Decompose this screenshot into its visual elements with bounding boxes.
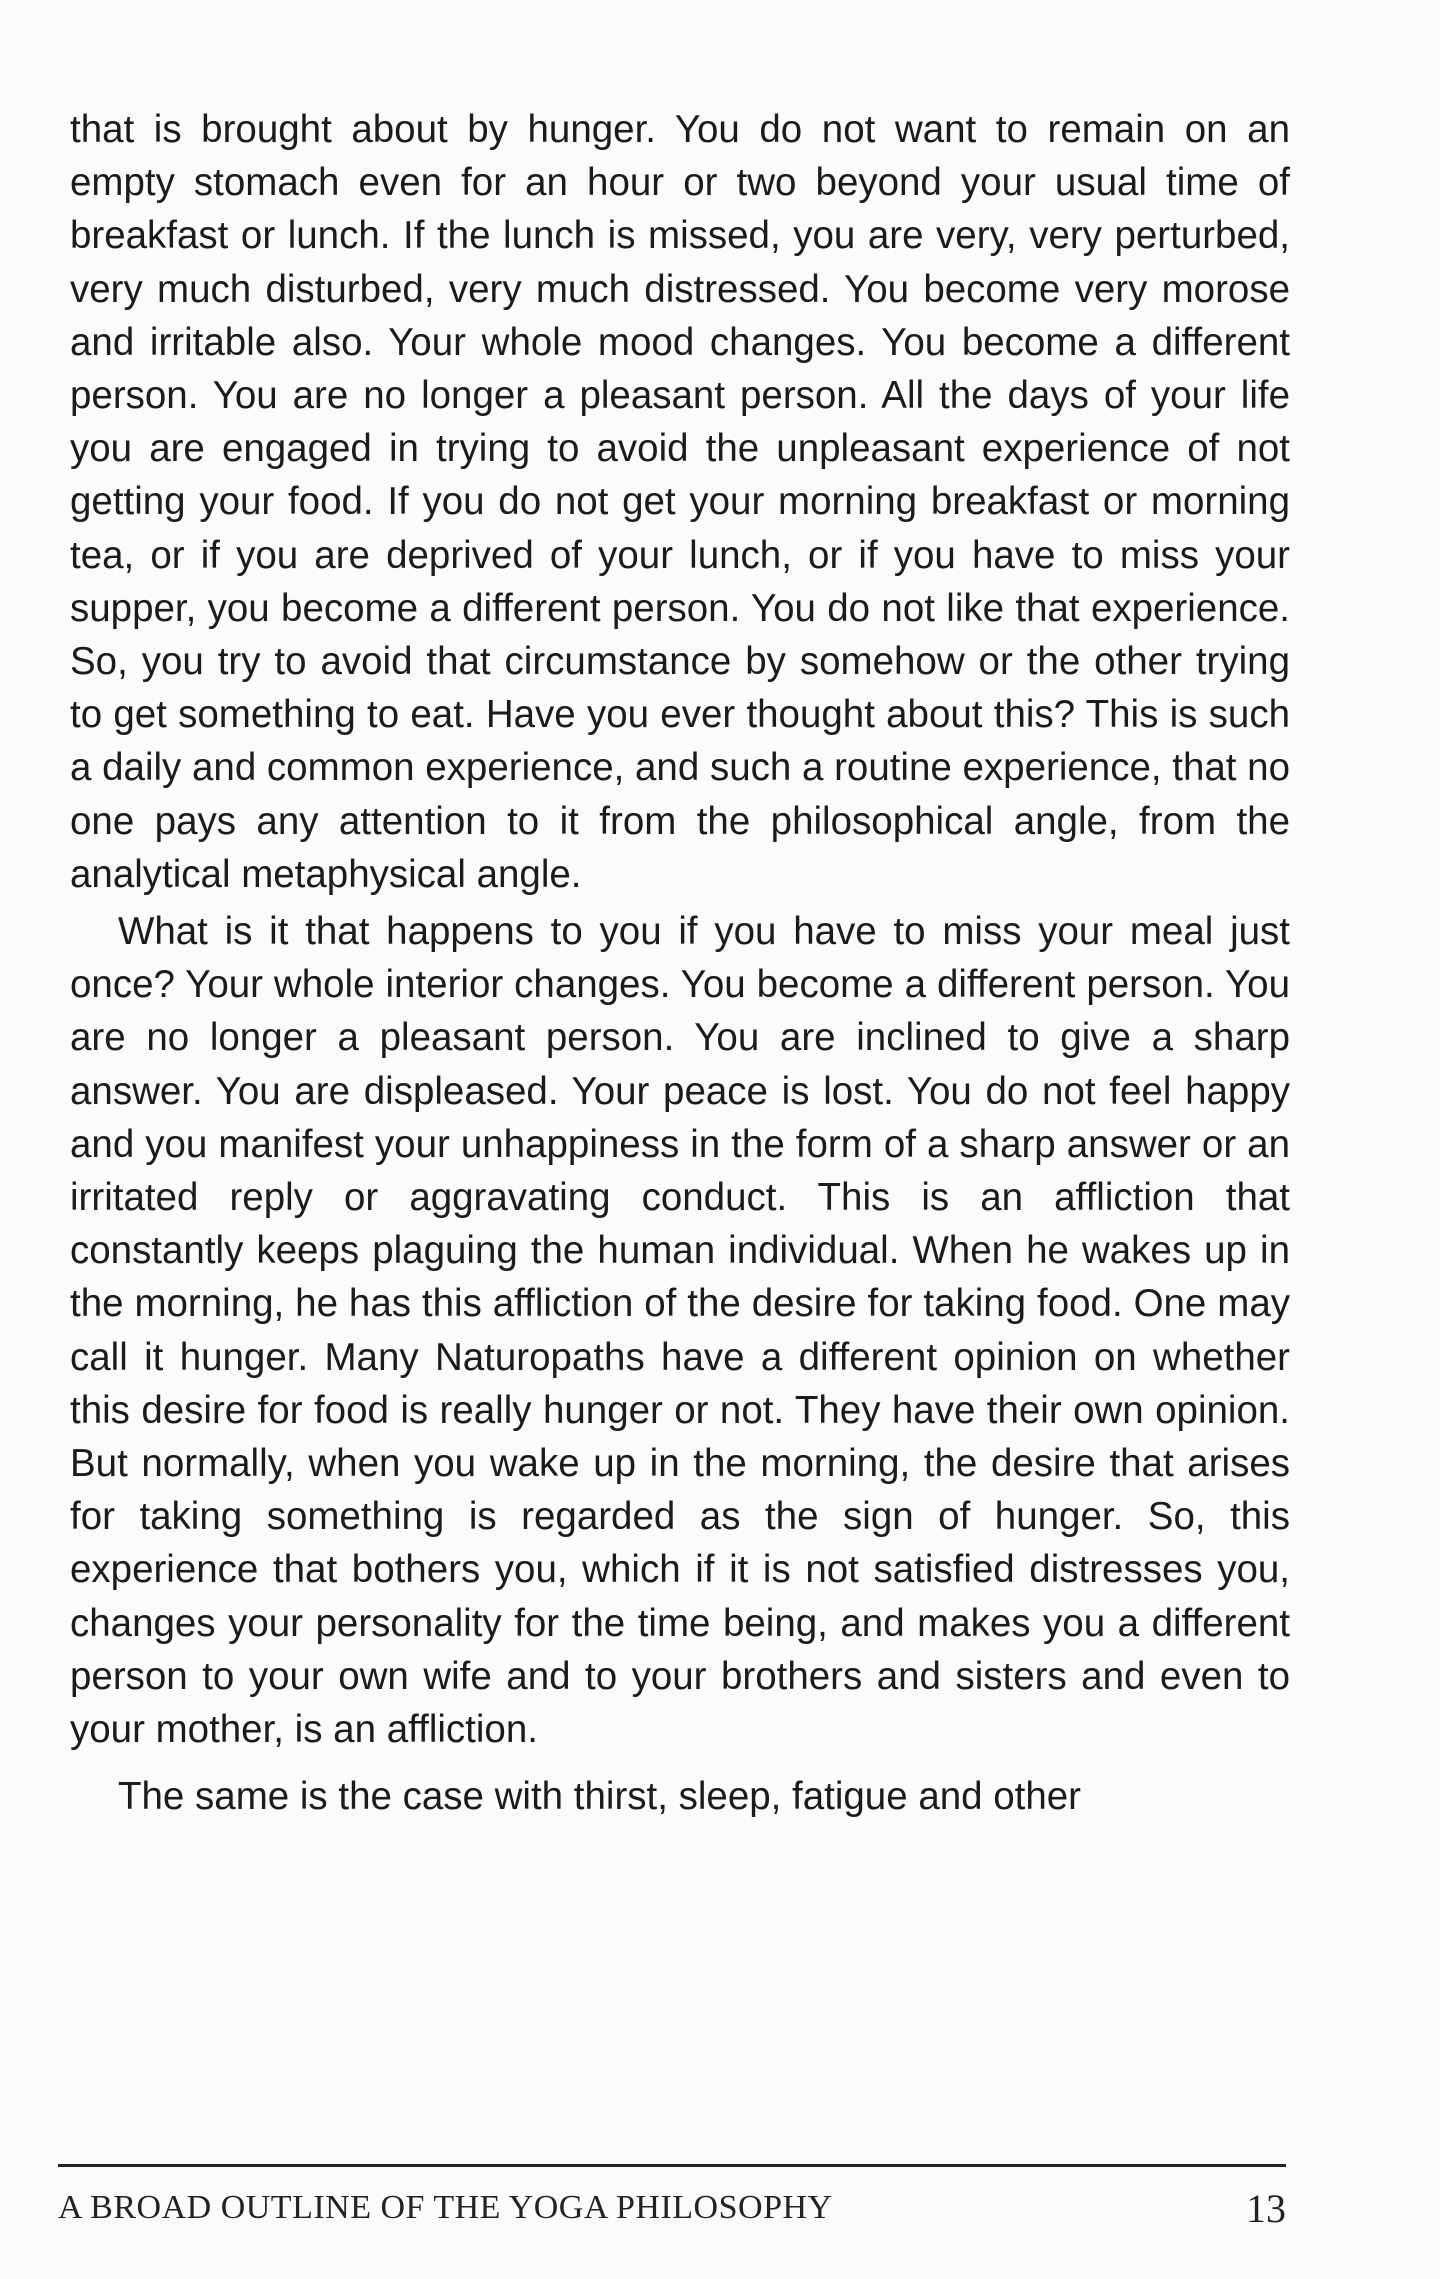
paragraph-missed-meal: What is it that happens to you if you have to miss your meal just once? Your whole interior changes. You become a different person. You are no longer a pleasant person. You are inclined to give a sharp answer. You are displeased. Your peace is lost. You do not feel happy and you manifest your unhappiness in the form of a sharp answer or an irritated reply or aggravating conduct. This is an affliction that constantly keeps plaguing the human individual. When he wakes up in the morning, he has this affliction of the desire for taking food. One may call it hunger. Many Naturopaths have a different opinion on whether this desire for food is really hunger or not. They have their own opinion. But normally, when you wake up in the morning, the desire that arises for taking something is regarded as the sign of hunger. So, this experience that bothers you, which if it is not satisfied distresses you, changes your personality for the time being, and makes you a different person to your own wife and to your brothers and sisters and even to your mother, is an affliction.: [70, 910, 1290, 1752]
page-footer: [58, 2178, 1286, 2238]
running-title: A BROAD OUTLINE OF THE YOGA PHILOSOPHY: [58, 2189, 833, 2226]
body-text: [70, 103, 1290, 1824]
paragraph-continued: that is brought about by hunger. You do not want to remain on an empty stomach even for an hour or two beyond your usual time of breakfast or lunch. If the lunch is missed, you are very, very perturbed, very much disturbed, very much distressed. You become very morose and irritable also. Your whole mood changes. You become a different person. You are no longer a pleasant person. All the days of your life you are engaged in trying to avoid the unpleasant experience of not getting your food. If you do not get your morning breakfast or morning tea, or if you are deprived of your lunch, or if you have to miss your supper, you become a different person. You do not like that experience. So, you try to avoid that circumstance by somehow or the other trying to get something to eat. Have you ever thought about this? This is such a daily and common experience, and such a routine experience, that no one pays any attention to it from the philosophical angle, from the analytical metaphysical angle.: [70, 108, 1290, 896]
footer-divider: [58, 2164, 1286, 2167]
paragraph-thirst-sleep: The same is the case with thirst, sleep, fatigue and other: [118, 1775, 1082, 1819]
page-number: 13: [1246, 2185, 1286, 2231]
